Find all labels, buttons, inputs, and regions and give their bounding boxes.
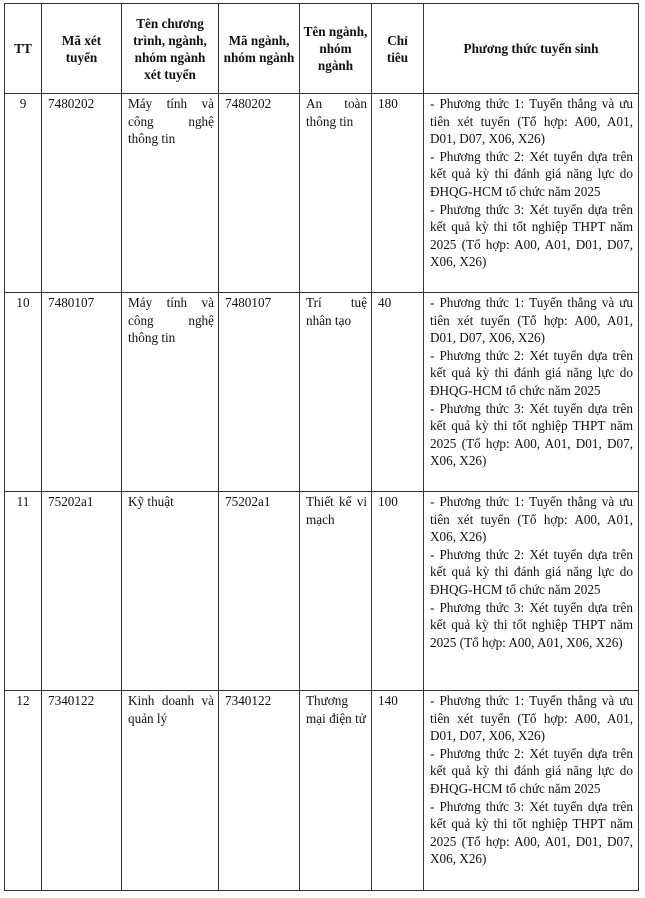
cell-ten-chuong-trinh: Kinh doanh và quản lý <box>122 691 219 891</box>
cell-ten-nganh: An toàn thông tin <box>300 94 372 293</box>
cell-ten-nganh: Thương mại điện tử <box>300 691 372 891</box>
method-3: - Phương thức 3: Xét tuyển dựa trên kết quả kỳ thi tốt nghiệp THPT năm 2025 (Tổ hợp: A00, A01, D01, D07, X06, X26) <box>430 798 633 867</box>
table-row <box>5 492 639 691</box>
cell-tt: 9 <box>5 94 42 293</box>
method-2: - Phương thức 2: Xét tuyển dựa trên kết quả kỳ thi đánh giá năng lực do ĐHQG-HCM tổ chức năm 2025 <box>430 745 633 796</box>
header-chi-tieu: Chỉ tiêu <box>372 4 424 94</box>
cell-chi-tieu: 140 <box>372 691 424 891</box>
method-1: - Phương thức 1: Tuyển thẳng và ưu tiên xét tuyển (Tổ hợp: A00, A01, D01, D07, X06, X26) <box>430 693 633 744</box>
header-phuong-thuc: Phương thức tuyển sinh <box>424 4 639 94</box>
method-1: - Phương thức 1: Tuyển thẳng và ưu tiên xét tuyển (Tổ hợp: A00, A01, D01, D07, X06, X26) <box>430 96 633 147</box>
method-3: - Phương thức 3: Xét tuyển dựa trên kết quả kỳ thi tốt nghiệp THPT năm 2025 (Tổ hợp: A00, A01, X06, X26) <box>430 599 633 650</box>
cell-tt: 10 <box>5 293 42 492</box>
header-ma-nganh: Mã ngành, nhóm ngành <box>219 4 300 94</box>
table-row <box>5 691 639 891</box>
cell-chi-tieu: 180 <box>372 94 424 293</box>
cell-ma-xet-tuyen: 7480107 <box>42 293 122 492</box>
method-1: - Phương thức 1: Tuyển thẳng và ưu tiên xét tuyển (Tổ hợp: A00, A01, D01, D07, X06, X26) <box>430 295 633 346</box>
cell-ten-chuong-trinh: Máy tính và công nghệ thông tin <box>122 94 219 293</box>
cell-ten-nganh: Thiết kế vi mạch <box>300 492 372 691</box>
header-ten-chuong-trinh: Tên chương trình, ngành, nhóm ngành xét tuyển <box>122 4 219 94</box>
cell-ma-nganh: 75202a1 <box>219 492 300 691</box>
cell-chi-tieu: 40 <box>372 293 424 492</box>
table-row <box>5 293 639 492</box>
header-tt: TT <box>5 4 42 94</box>
cell-tt: 12 <box>5 691 42 891</box>
cell-ma-nganh: 7480107 <box>219 293 300 492</box>
admission-table <box>4 3 639 891</box>
cell-tt: 11 <box>5 492 42 691</box>
cell-chi-tieu: 100 <box>372 492 424 691</box>
header-ten-nganh: Tên ngành, nhóm ngành <box>300 4 372 94</box>
cell-ma-xet-tuyen: 7480202 <box>42 94 122 293</box>
method-3: - Phương thức 3: Xét tuyển dựa trên kết quả kỳ thi tốt nghiệp THPT năm 2025 (Tổ hợp: A00, A01, D01, D07, X06, X26) <box>430 400 633 469</box>
method-2: - Phương thức 2: Xét tuyển dựa trên kết quả kỳ thi đánh giá năng lực do ĐHQG-HCM tổ chức năm 2025 <box>430 148 633 199</box>
method-2: - Phương thức 2: Xét tuyển dựa trên kết quả kỳ thi đánh giá năng lực do ĐHQG-HCM tổ chức năm 2025 <box>430 546 633 597</box>
table-row <box>5 94 639 293</box>
method-2: - Phương thức 2: Xét tuyển dựa trên kết quả kỳ thi đánh giá năng lực do ĐHQG-HCM tổ chức năm 2025 <box>430 347 633 398</box>
cell-ten-chuong-trinh: Kỹ thuật <box>122 492 219 691</box>
cell-phuong-thuc <box>424 691 639 891</box>
cell-ma-nganh: 7480202 <box>219 94 300 293</box>
cell-phuong-thuc <box>424 293 639 492</box>
table-body <box>5 94 639 891</box>
method-3: - Phương thức 3: Xét tuyển dựa trên kết quả kỳ thi tốt nghiệp THPT năm 2025 (Tổ hợp: A00, A01, D01, D07, X06, X26) <box>430 201 633 270</box>
table-header <box>5 4 639 94</box>
cell-ma-xet-tuyen: 7340122 <box>42 691 122 891</box>
cell-ten-nganh: Trí tuệ nhân tạo <box>300 293 372 492</box>
cell-ma-xet-tuyen: 75202a1 <box>42 492 122 691</box>
header-ma-xet-tuyen: Mã xét tuyển <box>42 4 122 94</box>
cell-ma-nganh: 7340122 <box>219 691 300 891</box>
cell-phuong-thuc <box>424 492 639 691</box>
cell-phuong-thuc <box>424 94 639 293</box>
header-row <box>5 4 639 94</box>
method-1: - Phương thức 1: Tuyển thẳng và ưu tiên xét tuyển (Tổ hợp: A00, A01, X06, X26) <box>430 494 633 545</box>
cell-ten-chuong-trinh: Máy tính và công nghệ thông tin <box>122 293 219 492</box>
